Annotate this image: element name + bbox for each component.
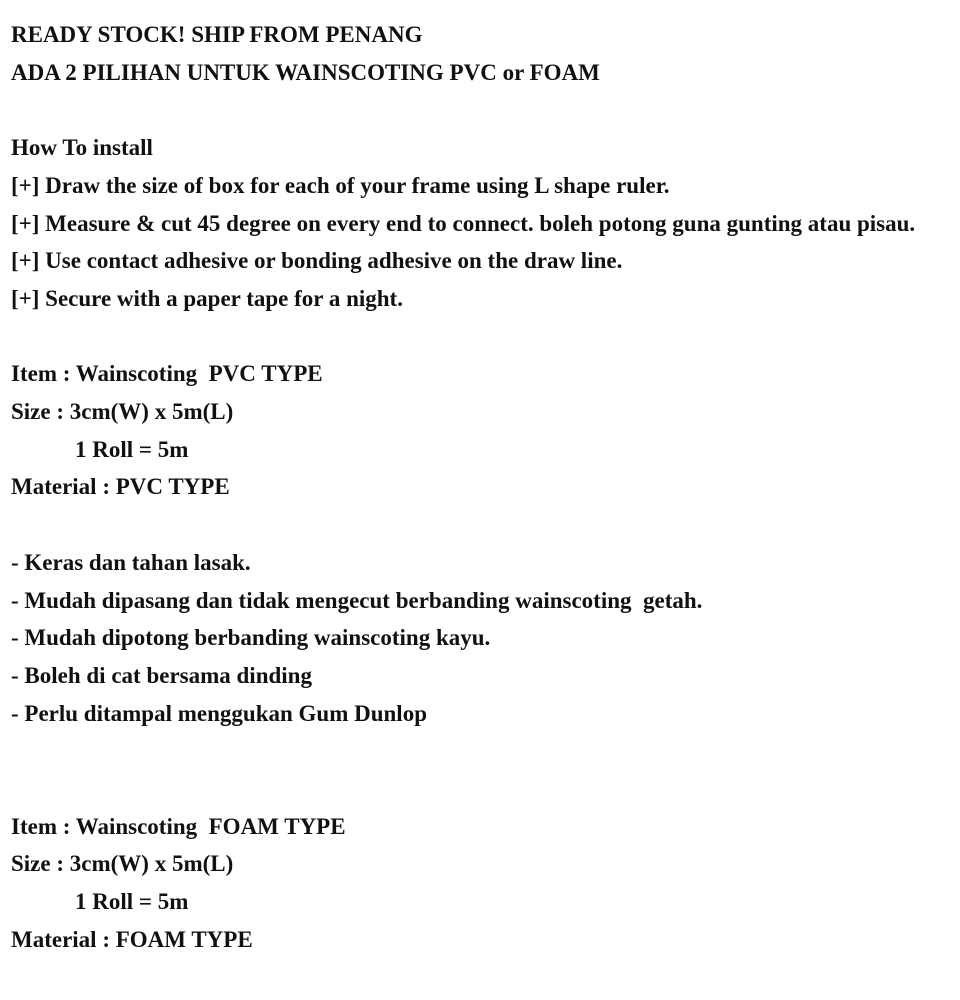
foam-roll: 1 Roll = 5m	[75, 889, 189, 915]
spacer	[11, 91, 951, 129]
pvc-item: Item : Wainscoting PVC TYPE	[11, 361, 323, 387]
pvc-material: Material : PVC TYPE	[11, 474, 230, 500]
product-description	[11, 16, 951, 959]
spacer	[11, 506, 951, 544]
pvc-feature: - Mudah dipotong berbanding wainscoting kayu.	[11, 625, 491, 651]
install-step: [+] Use contact adhesive or bonding adhesive on the draw line.	[11, 248, 623, 274]
foam-size: Size : 3cm(W) x 5m(L)	[11, 851, 234, 877]
stock-notice: READY STOCK! SHIP FROM PENANG	[11, 22, 423, 47]
spacer	[11, 318, 951, 356]
install-title: How To install	[11, 135, 153, 161]
pvc-size: Size : 3cm(W) x 5m(L)	[11, 399, 234, 424]
pvc-feature: - Boleh di cat bersama dinding	[11, 662, 312, 688]
options-notice: ADA 2 PILIHAN UNTUK WAINSCOTING PVC or FOAM	[11, 59, 600, 85]
pvc-feature: - Keras dan tahan lasak.	[11, 549, 251, 575]
spacer	[11, 770, 951, 808]
pvc-roll: 1 Roll = 5m	[75, 436, 189, 462]
install-step: [+] Secure with a paper tape for a night.	[11, 285, 403, 311]
foam-material: Material : FOAM TYPE	[11, 926, 253, 952]
pvc-feature: - Perlu ditampal menggukan Gum Dunlop	[11, 700, 427, 726]
foam-item: Item : Wainscoting FOAM TYPE	[11, 813, 346, 839]
install-step: [+] Draw the size of box for each of your frame using L shape ruler.	[11, 172, 670, 198]
install-step: [+] Measure & cut 45 degree on every end to connect. boleh potong guna gunting atau pisau.	[11, 210, 916, 236]
pvc-feature: - Mudah dipasang dan tidak mengecut berbanding wainscoting getah.	[11, 587, 703, 613]
spacer	[11, 732, 951, 770]
